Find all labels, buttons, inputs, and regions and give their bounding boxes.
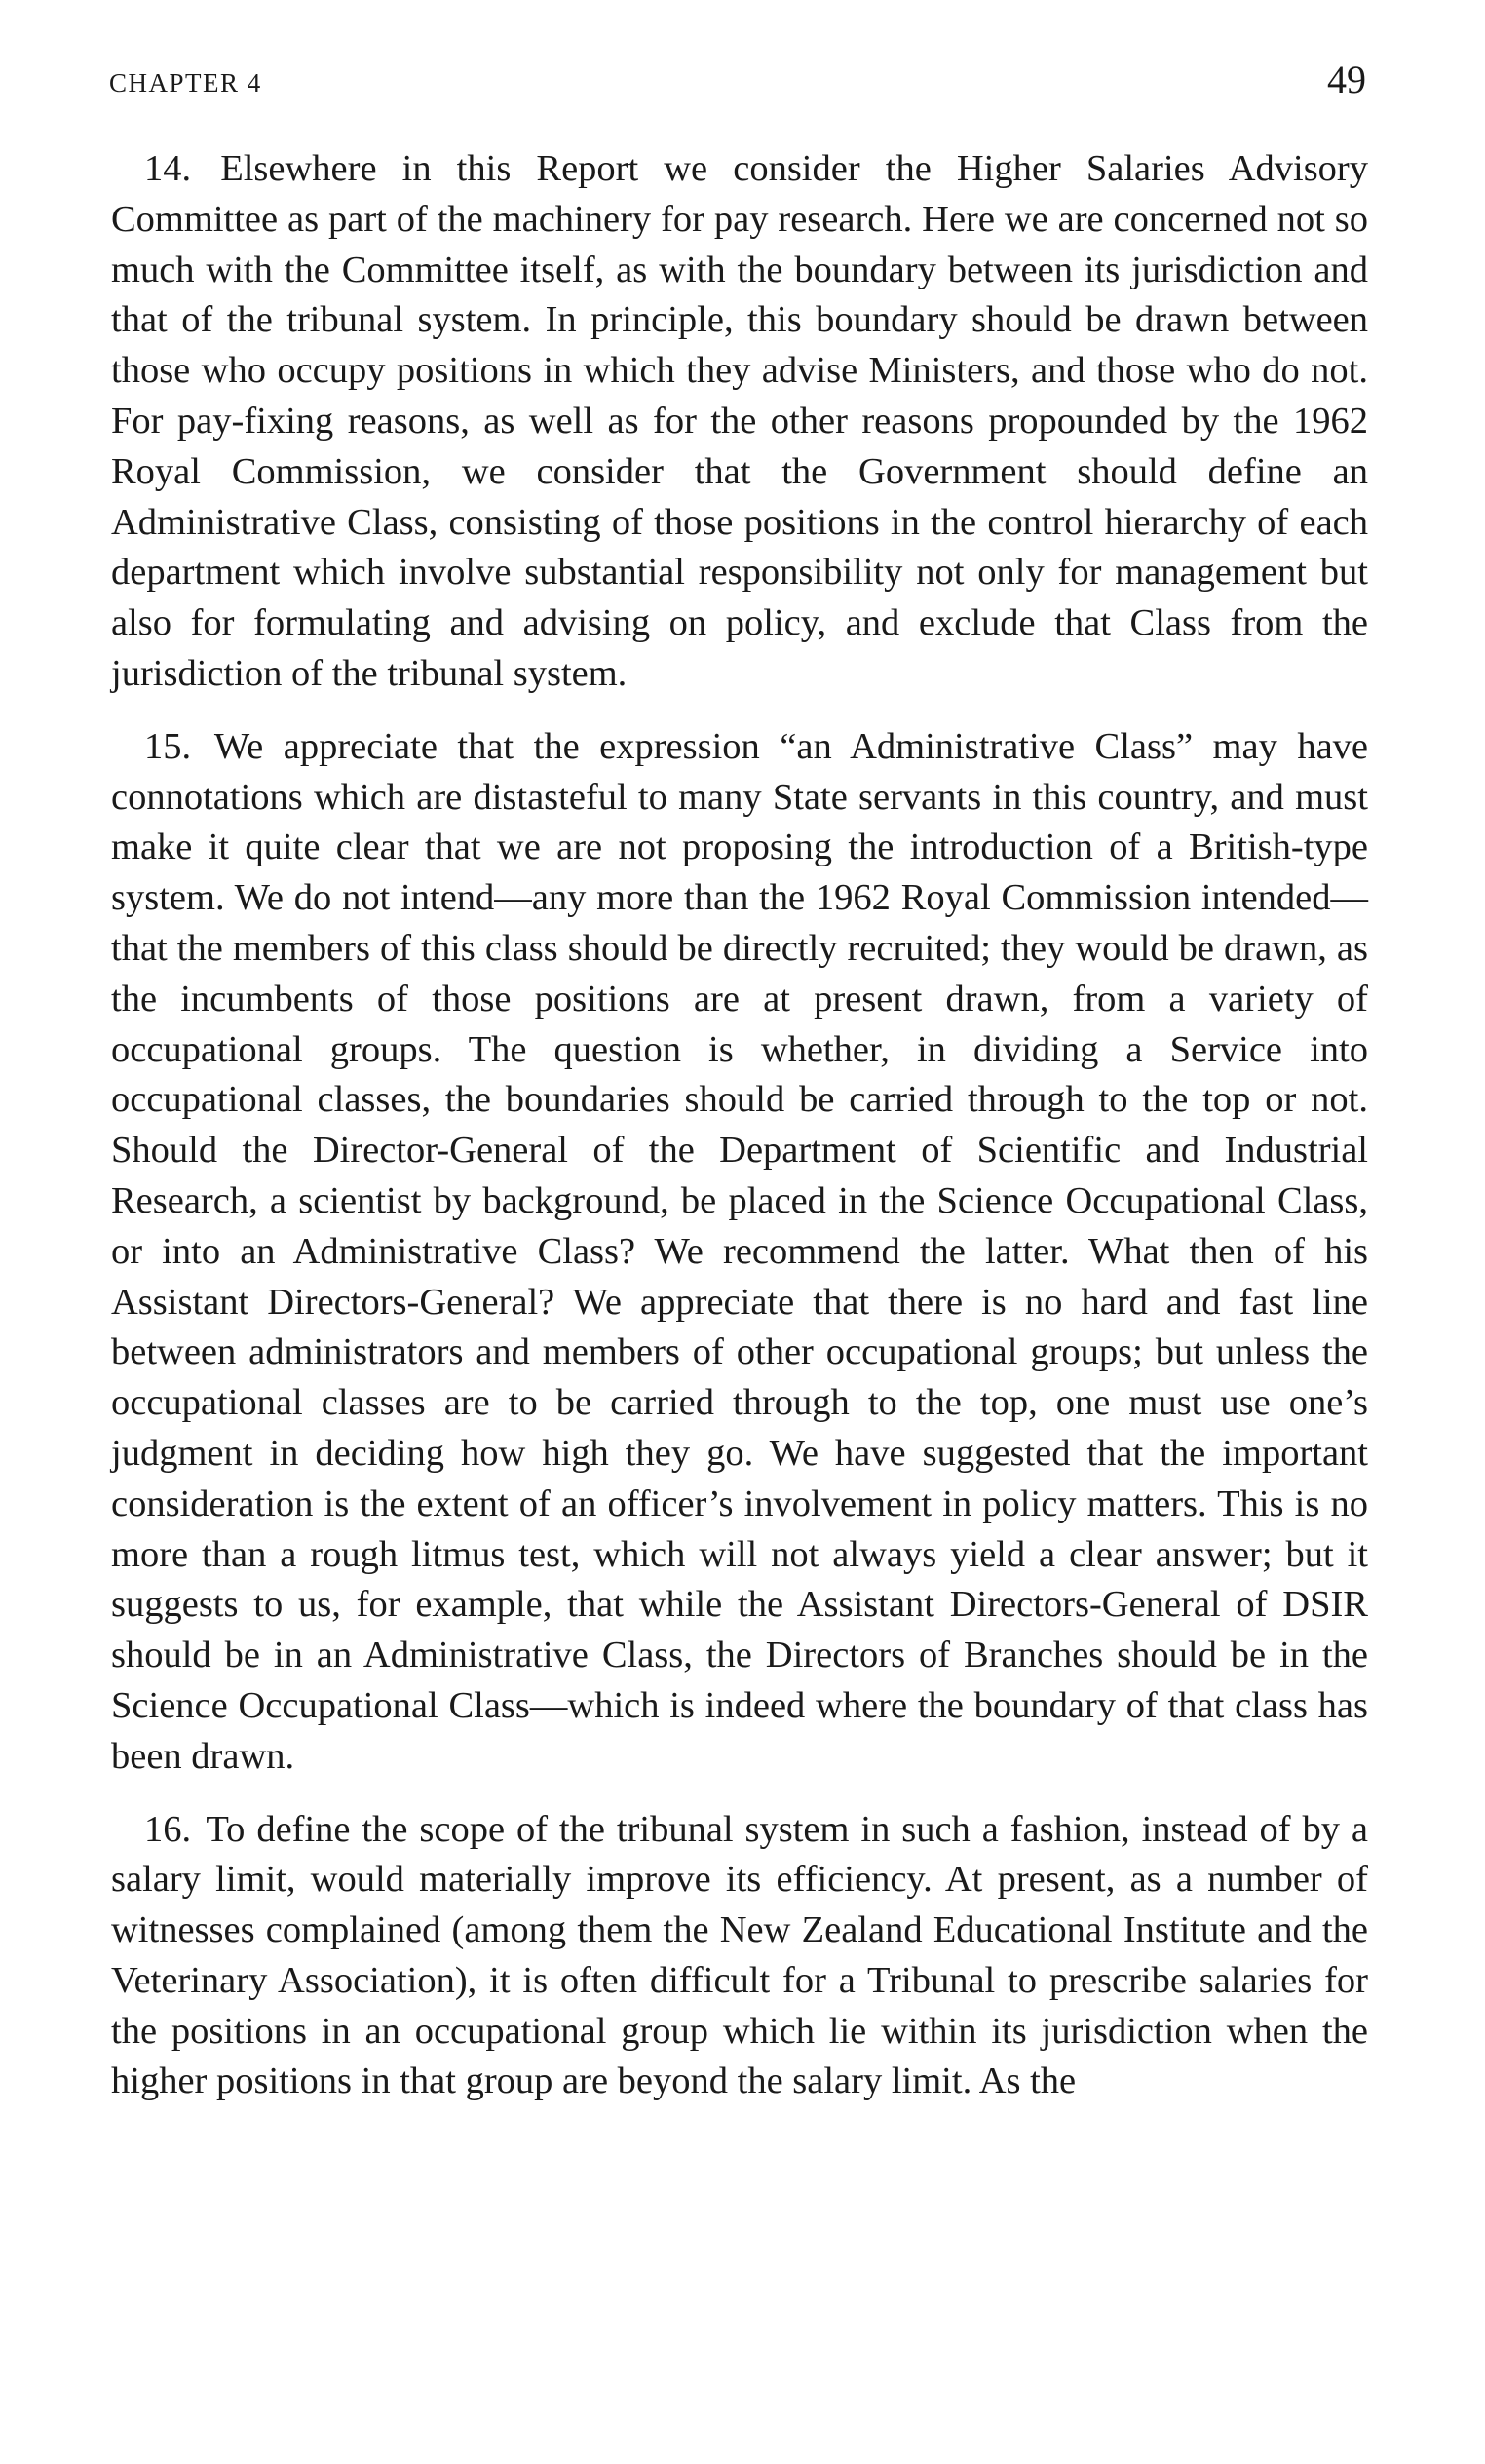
paragraph-number: 15. [144,725,192,767]
paragraph-text: We appreciate that the expression “an Administrative Class” may have connotations which are distasteful to many State servants in this country, and must make it quite clear that we are not proposing the introduction of a British-type system. We do not intend—any more than the 1962 Royal Commission intended—that the members of this class should be directly recruited; they would be drawn, as the incumbents of those positions are at present drawn, from a variety of occupational groups. The question is whether, in dividing a Service into occupational classes, the boundaries should be carried through to the top or not. Should the Director-General of the Department of Scientific and Industrial Research, a scientist by background, be placed in the Science Occupational Class, or into an Administrative Class? We recommend the latter. What then of his Assistant Directors-General? We appreciate that there is no hard and fast line between administrators and members of other occupational groups; but unless the occupational classes are to be carried through to the top, one must use one’s judgment in deciding how high they go. We have suggested that the important consideration is the extent of an officer’s involvement in policy matters. This is no more than a rough litmus test, which will not always yield a clear answer; but it suggests to us, for example, that while the Assistant Directors-General of DSIR should be in an Administrative Class, the Directors of Branches should be in the Science Occupational Class—which is indeed where the boundary of that class has been drawn. [111,725,1368,1777]
paragraph-15 [111,722,1368,1783]
paragraph-number: 14. [144,148,192,189]
paragraph-14 [111,144,1368,700]
page-number: 49 [1327,58,1366,101]
paragraph-text: Elsewhere in this Report we consider the Higher Salaries Advisory Committee as part of the machinery for pay research. Here we are concerned not so much with the Committee itself, as with the boundary between its jurisdiction and that of the tribunal system. In principle, this boundary should be drawn between those who occupy positions in which they advise Ministers, and those who do not. For pay-fixing reasons, as well as for the other reasons propounded by the 1962 Royal Commission, we consider that the Government should define an Administrative Class, consisting of those positions in the control hierarchy of each department which involve substantial responsibility not only for management but also for formulating and advising on policy, and exclude that Class from the jurisdiction of the tribunal system. [111,148,1368,694]
paragraph-16 [111,1805,1368,2108]
body-text [111,144,1368,2130]
running-header [109,57,1366,115]
paragraph-text: To define the scope of the tribunal system in such a fashion, instead of by a salary limit, would materially improve its efficiency. At present, as a number of witnesses complained (among them the New Zealand Educational Institute and the Veterinary Association), it is often difficult for a Tribunal to prescribe salaries for the positions in an occupational group which lie within its jurisdiction when the higher positions in that group are beyond the salary limit. As the [111,1808,1368,2102]
paragraph-number: 16. [144,1808,192,1850]
chapter-label: CHAPTER 4 [109,68,262,97]
